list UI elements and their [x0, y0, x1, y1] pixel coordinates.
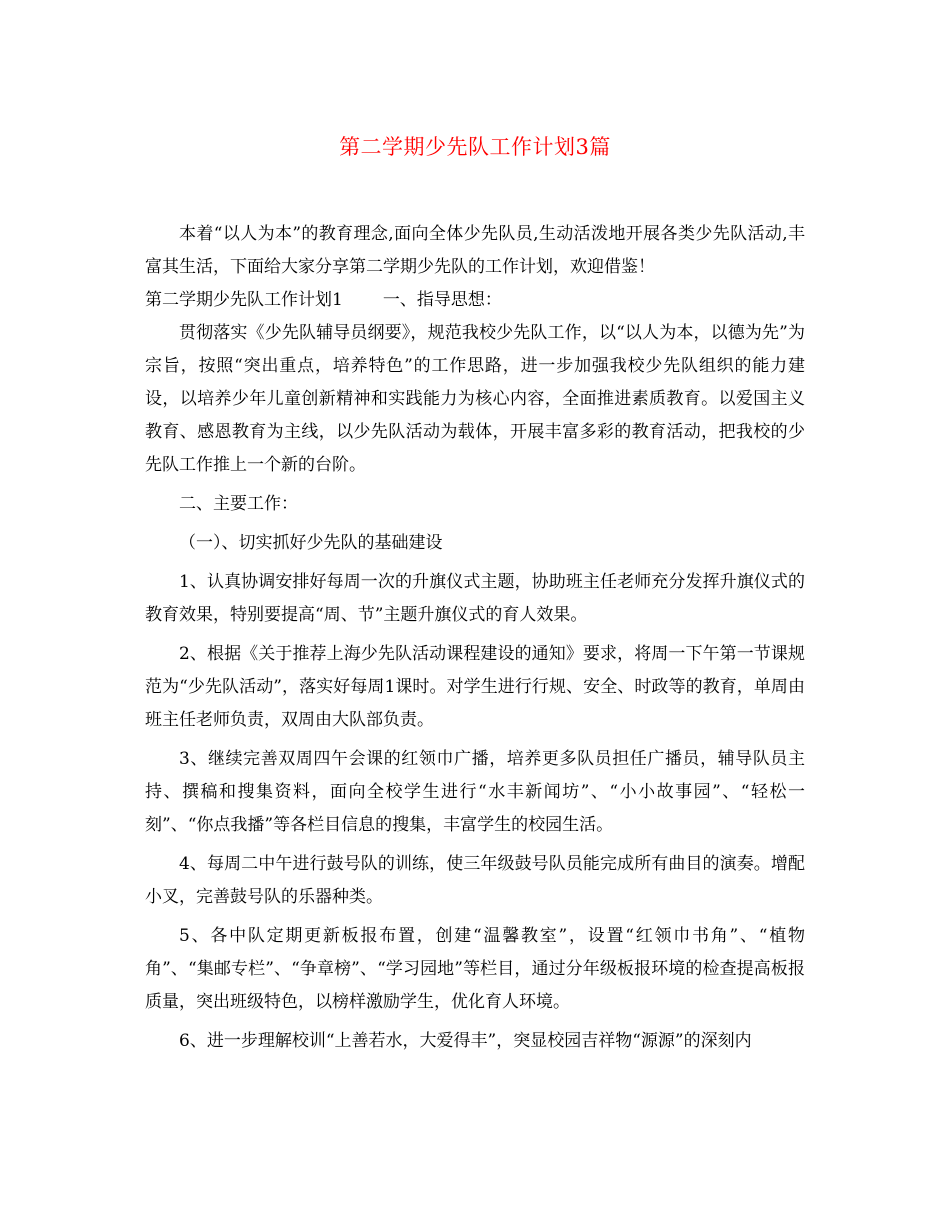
- list-item: 6、进一步理解校训“上善若水，大爱得丰”，突显校园吉祥物“源源”的深刻内: [179, 1031, 752, 1051]
- intro-paragraph: 本着“以人为本”的教育理念,面向全体少先队员,生动活泼地开展各类少先队活动,丰富其生活，下面给大家分享第二学期少先队的工作计划，欢迎借鉴！: [145, 224, 805, 277]
- plan1-line: [145, 284, 805, 317]
- section2-heading: 二、主要工作：: [179, 494, 298, 514]
- list-item: 4、每周二中午进行鼓号队的训练，使三年级鼓号队员能完成所有曲目的演奏。增配小叉，完善鼓号队的乐器种类。: [145, 854, 805, 907]
- section1-heading: 一、指导思想：: [382, 290, 502, 310]
- list-item: 5、各中队定期更新板报布置，创建“温馨教室”，设置“红领巾书角”、“植物角”、“集邮专栏”、“争章榜”、“学习园地”等栏目，通过分年级板报环境的检查提高板报质量，突出班级特色，以榜样激励学生，优化育人环境。: [145, 926, 805, 1012]
- document-title: 第二学期少先队工作计划3篇: [339, 135, 611, 159]
- list-item: 1、认真协调安排好每周一次的升旗仪式主题，协助班主任老师充分发挥升旗仪式的教育效果，特别要提高“周、节”主题升旗仪式的育人效果。: [145, 572, 805, 625]
- document-body: [145, 218, 805, 1058]
- list-item: 2、根据《关于推荐上海少先队活动课程建设的通知》要求，将周一下午第一节课规范为“少先队活动”，落实好每周1课时。对学生进行行规、安全、时政等的教育，单周由班主任老师负责，双周由大队部负责。: [145, 644, 805, 730]
- subsection1-heading: （一）、切实抓好少先队的基础建设: [179, 533, 443, 553]
- list-item: 3、继续完善双周四午会课的红领巾广播，培养更多队员担任广播员，辅导队员主持、撰稿和搜集资料，面向全校学生进行“水丰新闻坊”、“小小故事园”、“轻松一刻”、“你点我播”等各栏目信息的搜集，丰富学生的校园生活。: [145, 749, 805, 835]
- plan1-label: 第二学期少先队工作计划1: [145, 290, 343, 310]
- guiding-paragraph: 贯彻落实《少先队辅导员纲要》，规范我校少先队工作，以“以人为本，以德为先”为宗旨，按照“突出重点，培养特色”的工作思路，进一步加强我校少先队组织的能力建设，以培养少年儿童创新精神和实践能力为核心内容，全面推进素质教育。以爱国主义教育、感恩教育为主线，以少先队活动为载体，开展丰富多彩的教育活动，把我校的少先队工作推上一个新的台阶。: [145, 323, 805, 475]
